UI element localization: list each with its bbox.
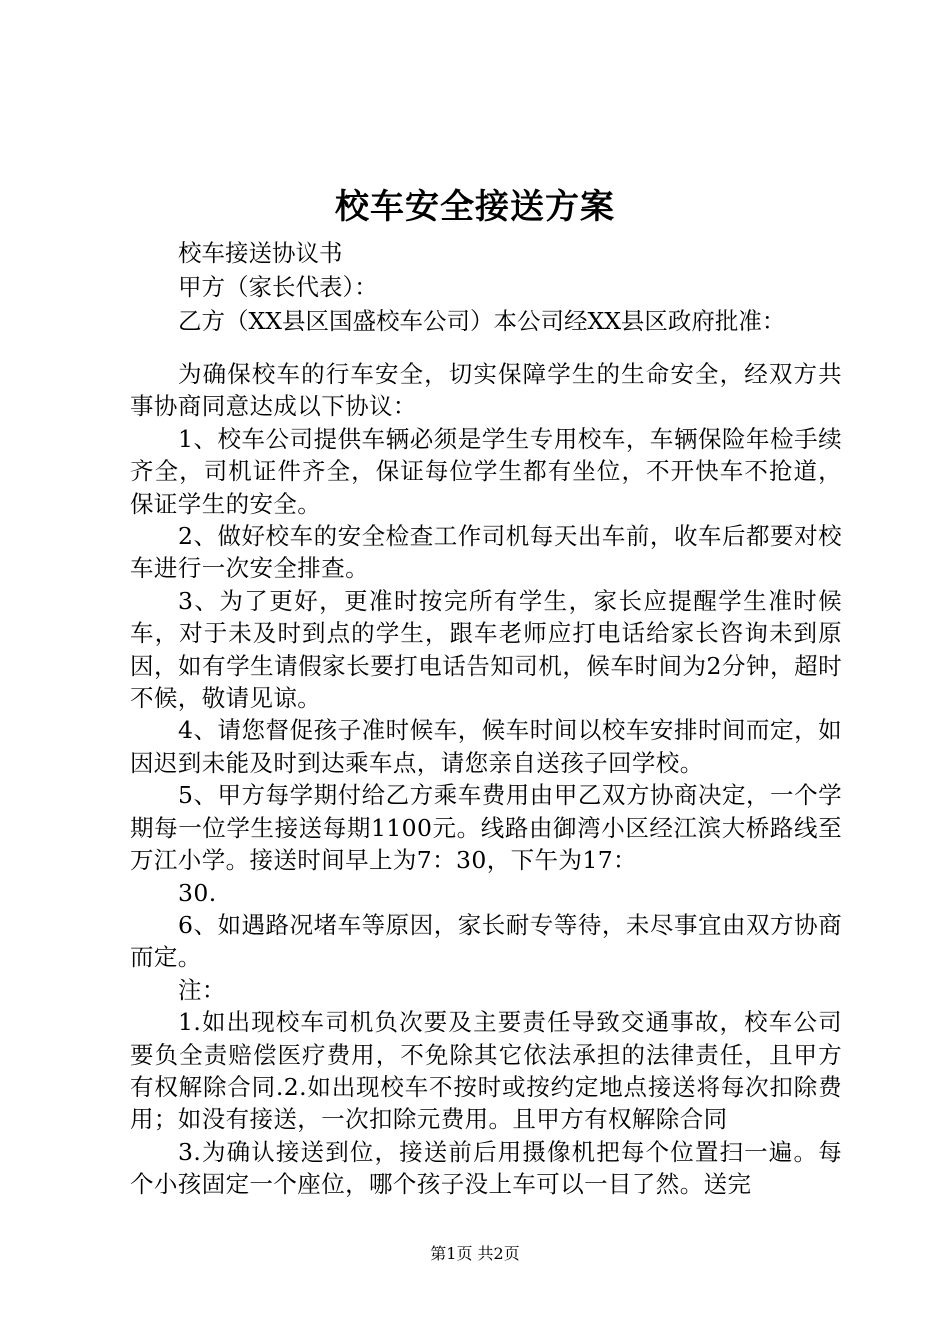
paragraph-note-3: 3.为确认接送到位，接送前后用摄像机把每个位置扫一遍。每个小孩固定一个座位，哪个孩子没上车可以一目了然。送完 [130,1137,842,1199]
agreement-header [130,236,842,338]
party-b-line: 乙方（XX县区国盛校车公司）本公司经XX县区政府批准： [178,307,786,335]
agreement-name: 校车接送协议书 [178,239,343,267]
paragraph-clause-5: 5、甲方每学期付给乙方乘车费用由甲乙双方协商决定，一个学期每一位学生接送每期1100元。线路由御湾小区经江滨大桥路线至万江小学。接送时间早上为7：30，下午为17： [130,781,842,875]
paragraph-note-heading: 注： [178,975,226,1004]
paragraph-clause-6: 6、如遇路况堵车等原因，家长耐专等待，未尽事宜由双方协商而定。 [130,910,842,972]
paragraph-clause-2: 2、做好校车的安全检查工作司机每天出车前，收车后都要对校车进行一次安全排查。 [130,522,842,583]
party-a-line: 甲方（家长代表）： [178,273,378,301]
agreement-body [130,358,842,1201]
paragraph-intro: 为确保校车的行车安全，切实保障学生的生命安全，经双方共事协商同意达成以下协议： [130,360,842,421]
paragraph-clause-3: 3、为了更好，更准时按完所有学生，家长应提醒学生准时候车，对于未及时到点的学生，跟车老师应打电话给家长咨询未到原因，如有学生请假家长要打电话告知司机，候车时间为2分钟，超时不候，敬请见谅。 [130,586,842,713]
paragraph-clause-4: 4、请您督促孩子准时候车，候车时间以校车安排时间而定，如因迟到未能及时到达乘车点，请您亲自送孩子回学校。 [130,716,842,777]
paragraph-clause-5-cont: 30. [178,878,217,907]
paragraph-clause-1: 1、校车公司提供车辆必须是学生专用校车，车辆保险年检手续齐全，司机证件齐全，保证每位学生都有坐位，不开快车不抢道，保证学生的安全。 [130,424,842,518]
document-title: 校车安全接送方案 [335,187,615,227]
paragraph-note-1-2: 1.如出现校车司机负次要及主要责任导致交通事故，校车公司要负全责赔偿医疗费用，不免除其它依法承担的法律责任，且甲方有权解除合同.2.如出现校车不按时或按约定地点接送将每次扣除费用；如没有接送，一次扣除元费用。且甲方有权解除合同 [130,1008,842,1134]
page-number-footer: 第1页 共2页 [430,1244,520,1263]
